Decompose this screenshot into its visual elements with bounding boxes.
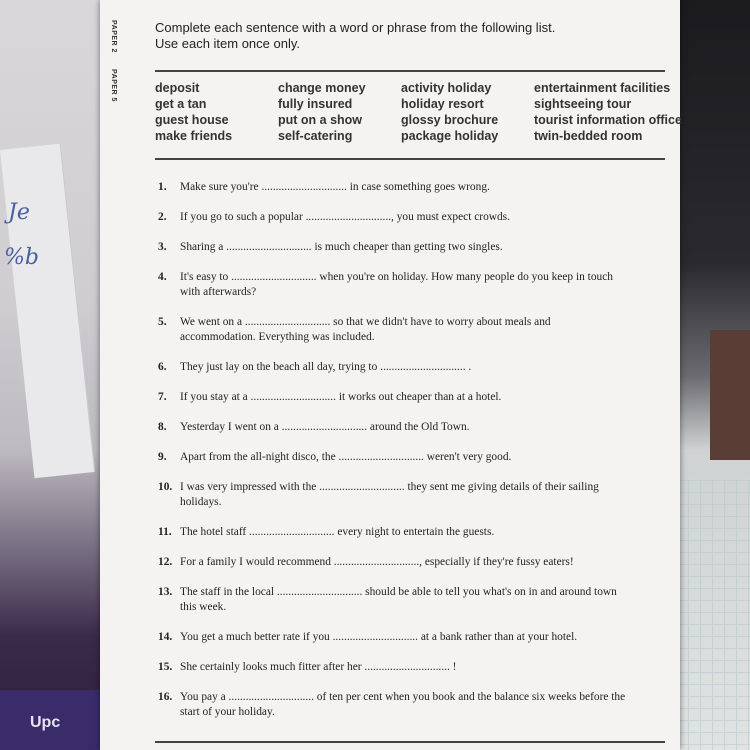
instruction-line: Complete each sentence with a word or phrase from the following list. (155, 20, 556, 35)
question-number: 3. (158, 241, 167, 253)
question-text: The hotel staff .............................. every night to entertain the guests. (180, 526, 495, 538)
question-number: 4. (158, 271, 167, 283)
background-card-text: Upc (30, 714, 61, 731)
question-number: 8. (158, 421, 167, 433)
question-number: 7. (158, 391, 167, 403)
instructions (155, 20, 625, 52)
side-label: PAPER 2 (110, 20, 117, 53)
question-number: 12. (158, 556, 173, 568)
question-text: Make sure you're .............................. in case something goes wrong. (180, 181, 490, 193)
question-item (158, 180, 628, 195)
question-item (158, 555, 628, 570)
question-item (158, 690, 628, 720)
word-item: deposit (155, 81, 200, 95)
divider (155, 158, 665, 160)
question-text: You get a much better rate if you .............................. at a bank rather than at your hotel. (180, 631, 578, 643)
word-item: package holiday (401, 129, 499, 143)
word-item: change money (278, 81, 366, 95)
question-text: If you go to such a popular .............................., you must expect crowds. (180, 211, 510, 223)
divider (155, 741, 665, 743)
question-text: They just lay on the beach all day, trying to .............................. . (180, 361, 472, 373)
handwriting-scribble: Je (8, 200, 30, 225)
instruction-line: Use each item once only. (155, 36, 300, 51)
word-item: self-catering (278, 129, 353, 143)
word-item: activity holiday (401, 81, 492, 95)
question-number: 16. (158, 691, 173, 703)
question-text: Yesterday I went on a .............................. around the Old Town. (180, 421, 470, 433)
question-number: 11. (158, 526, 172, 538)
question-number: 15. (158, 661, 173, 673)
question-text: Sharing a .............................. is much cheaper than getting two singles. (180, 241, 503, 253)
question-text: If you stay at a .............................. it works out cheaper than at a hotel. (180, 391, 502, 403)
question-text: She certainly looks much fitter after her .............................. ! (180, 661, 457, 673)
question-item (158, 270, 628, 300)
question-item (158, 450, 628, 465)
word-item: sightseeing tour (534, 97, 632, 111)
question-item (158, 210, 628, 225)
question-item (158, 315, 628, 345)
question-number: 2. (158, 211, 167, 223)
word-item: glossy brochure (401, 113, 499, 127)
question-item (158, 360, 628, 375)
word-item: twin-bedded room (534, 129, 643, 143)
word-item: tourist information office (534, 113, 682, 127)
question-list (158, 180, 628, 735)
divider (155, 70, 665, 72)
question-number: 9. (158, 451, 167, 463)
question-number: 10. (158, 481, 173, 493)
word-item: get a tan (155, 97, 207, 111)
question-item (158, 525, 628, 540)
word-item: holiday resort (401, 97, 484, 111)
question-text: Apart from the all-night disco, the .............................. weren't very good. (180, 451, 512, 463)
word-item: entertainment facilities (534, 81, 671, 95)
word-item: fully insured (278, 97, 353, 111)
question-text: The staff in the local .............................. should be able to tell you what's on in and around town this week. (180, 586, 617, 613)
worksheet-page (100, 0, 680, 750)
question-text: For a family I would recommend .............................., especially if they're fussy eaters! (180, 556, 574, 568)
question-text: It's easy to .............................. when you're on holiday. How many people do you keep in touch with afterwards? (180, 271, 613, 298)
background-object (710, 330, 750, 460)
question-item (158, 390, 628, 405)
question-text: We went on a .............................. so that we didn't have to worry about meals and accommodation. Everything was included. (180, 316, 551, 343)
question-item (158, 585, 628, 615)
question-number: 13. (158, 586, 173, 598)
question-number: 1. (158, 181, 167, 193)
word-item: guest house (155, 113, 229, 127)
word-item: put on a show (278, 113, 363, 127)
question-number: 14. (158, 631, 173, 643)
question-text: You pay a .............................. of ten per cent when you book and the balance six weeks before the start of your holiday. (180, 691, 626, 718)
question-item (158, 630, 628, 645)
question-item (158, 420, 628, 435)
word-item: make friends (155, 129, 233, 143)
handwriting-scribble: %b (4, 245, 39, 270)
question-number: 5. (158, 316, 167, 328)
question-item (158, 660, 628, 675)
side-label: PAPER 5 (110, 69, 117, 103)
question-number: 6. (158, 361, 167, 373)
question-text: I was very impressed with the .............................. they sent me giving details of their sailing holidays. (180, 481, 599, 508)
side-labels (110, 20, 117, 116)
question-item (158, 480, 628, 510)
word-list (155, 80, 682, 144)
question-item (158, 240, 628, 255)
